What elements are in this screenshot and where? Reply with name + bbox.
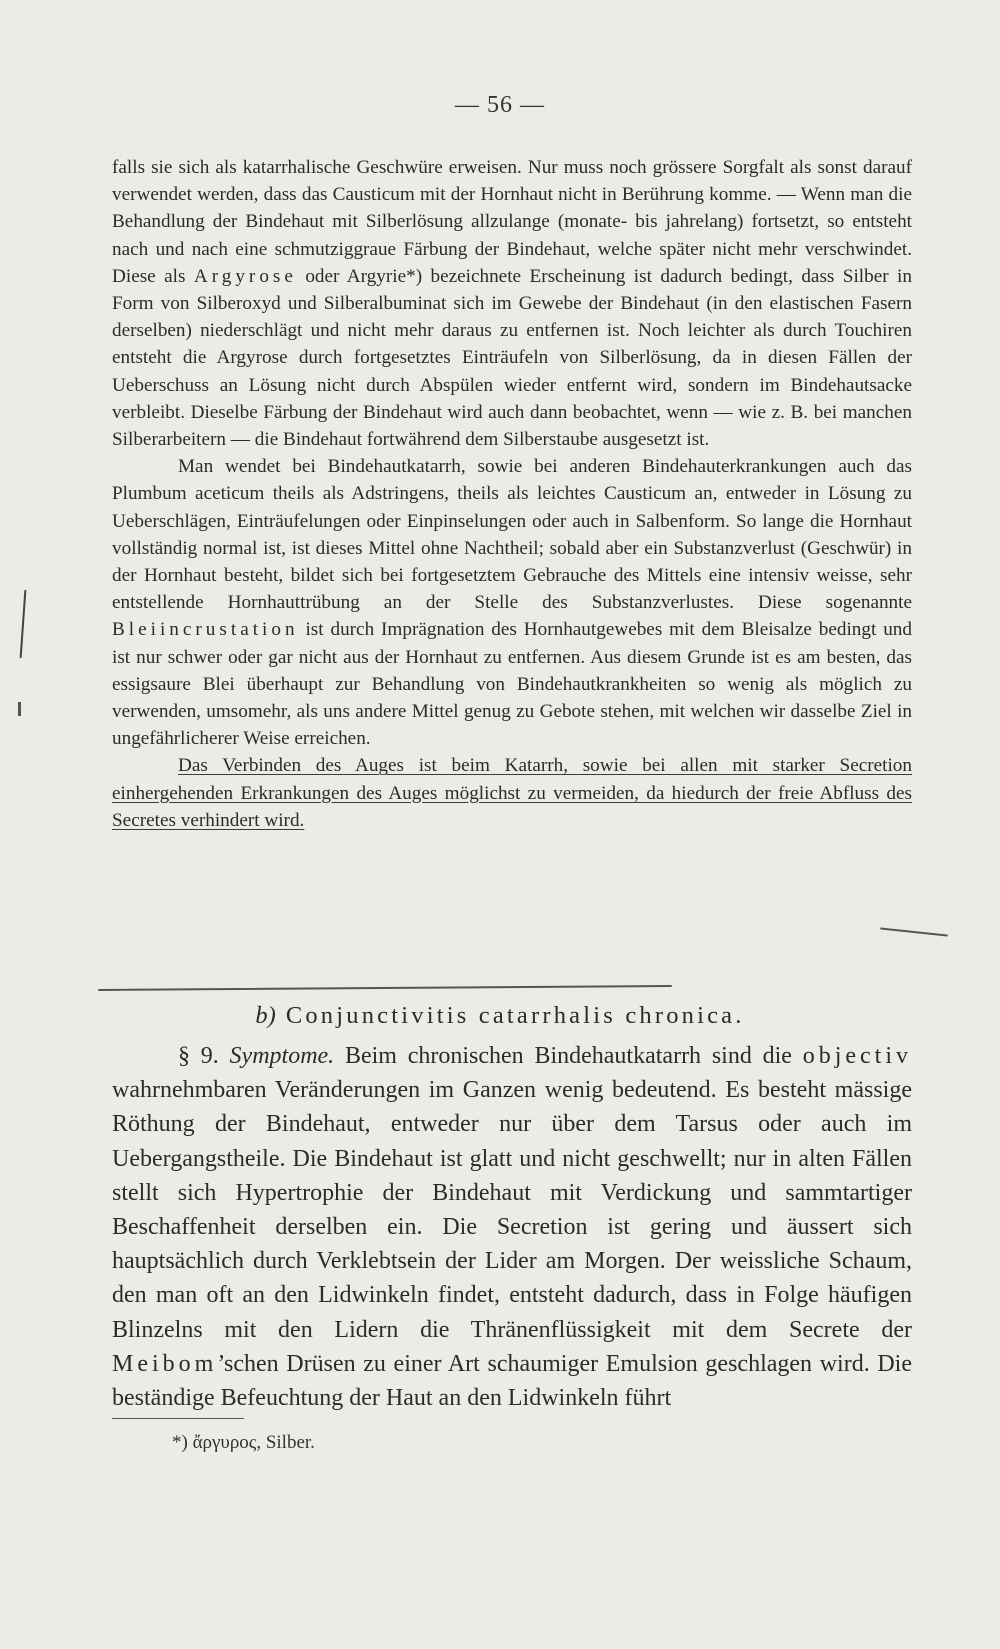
page-number: — 56 — bbox=[455, 92, 545, 118]
text-run: Man wendet bei Bindehautkatarrh, sowie bei anderen Bindehauterkrankungen auch das Plumbum aceticum theils als Adstringens, theils als leichtes Causticum an, entweder in Lösung zu Ueberschlägen, Einträufelungen oder Einpinselungen oder auch in Salbenform. So lange die Hornhaut vollständig normal ist, ist dieses Mittel ohne Nachtheil; sobald aber ein Substanzverlust (Geschwür) in der Hornhaut besteht, bildet sich bei fortgesetztem Gebrauche des Mittels eine intensiv weisse, sehr entstellende Hornhauttrübung an der Stelle des Substanzverlustes. Diese sogenannte bbox=[112, 456, 912, 614]
section-heading bbox=[0, 1002, 1000, 1030]
paragraph-symptome bbox=[112, 1039, 912, 1415]
paragraph-plumbum bbox=[112, 453, 912, 752]
spaced-term-meibom: Meibom bbox=[112, 1350, 218, 1377]
margin-pencil-dot bbox=[18, 702, 21, 716]
text-run: ist durch Imprägnation des Hornhautgewebes mit dem Bleisalze bedingt und ist nur schwer oder gar nicht aus der Hornhaut zu entfernen. Aus diesem Grunde ist es am besten, das essigsaure Blei überhaupt zur Behandlung von Bindehautkrankheiten so wenig als möglich zu verwenden, umsomehr, als uns andere Mittel genug zu Gebote stehen, mit welchen wir dasselbe Ziel in ungefährlicherer Weise erreichen. bbox=[112, 619, 912, 750]
paragraph-argyrose bbox=[112, 154, 912, 453]
spaced-term-objectiv: objectiv bbox=[802, 1043, 913, 1069]
small-text-body bbox=[112, 154, 912, 834]
text-run: Beim chronischen Bindehautkatarrh sind die bbox=[334, 1043, 803, 1069]
text-run: wahrnehmbaren Veränderungen im Ganzen wenig bedeutend. Es besteht mässige Röthung der Bindehaut, entweder nur über dem Tarsus oder auch im Uebergangstheile. Die Bindehaut ist glatt und nicht geschwellt; nur in alten Fällen stellt sich Hypertrophie der Bindehaut mit Verdickung und sammtartiger Beschaffenheit derselben ein. Die Secretion ist gering und äussert sich hauptsächlich durch Verklebtsein der Lider am Morgen. Der weissliche Schaum, den man oft an den Lidwinkeln findet, entsteht dadurch, dass in Folge häufigen Blinzelns mit den Lidern die Thränenflüssigkeit mit dem Secrete der bbox=[112, 1077, 912, 1343]
section-number: § 9. bbox=[178, 1043, 230, 1069]
large-text-body bbox=[112, 1039, 912, 1415]
text-run: ’schen Drüsen zu einer Art schaumiger Emulsion geschlagen wird. Die beständige Befeuchtung der Haut an den Lidwinkeln führt bbox=[112, 1350, 912, 1412]
footnote-divider bbox=[112, 1418, 244, 1419]
spaced-term-bleiincrustation: Bleiincrustation bbox=[112, 619, 299, 641]
italic-term-symptome: Symptome. bbox=[229, 1043, 335, 1069]
margin-pencil-mark bbox=[20, 590, 27, 658]
text-run: falls sie sich als katarrhalische Geschwüre erweisen. Nur muss noch grössere Sorgfalt als sonst darauf verwendet werden, dass das Causticum mit der Hornhaut nicht in Berührung komme. — Wenn man die Behandlung der Bindehaut mit Silberlösung allzulange (monate- bis jahrelang) fortsetzt, so entsteht nach und nach eine schmutziggraue Färbung der Bindehaut, welche später nicht mehr verschwindet. Diese als bbox=[112, 157, 912, 287]
text-run: Das Verbinden des Auges ist beim Katarrh, sowie bei allen mit starker Secretion einhergehenden Erkrankungen des Auges möglichst zu vermeiden, da hiedurch der freie Abfluss des Secretes verhindert wird. bbox=[112, 755, 912, 831]
pencil-underline-stroke bbox=[98, 985, 672, 991]
section-title: Conjunctivitis catarrhalis chronica. bbox=[285, 1002, 745, 1029]
text-run: oder Argyrie*) bezeichnete Erscheinung ist dadurch bedingt, dass Silber in Form von Silberoxyd und Silberalbuminat sich im Gewebe der Bindehaut (in den elastischen Fasern derselben) niederschlägt und nicht mehr daraus zu entfernen ist. Noch leichter als durch Touchiren entsteht die Argyrose durch fortgesetztes Einträufeln von Silberlösung, da in diesen Fällen der Ueberschuss an Lösung nicht durch Abspülen wieder entfernt wird, sondern im Bindehautsacke verbleibt. Dieselbe Färbung der Bindehaut wird auch dann beobachtet, wenn — wie z. B. bei manchen Silberarbeitern — die Bindehaut fortwährend dem Silberstaube ausgesetzt ist. bbox=[112, 265, 912, 451]
spaced-term-argyrose: Argyrose bbox=[193, 265, 297, 287]
pencil-underline-tail bbox=[880, 927, 948, 936]
paragraph-verbinden-underlined bbox=[112, 752, 912, 834]
section-label: b) bbox=[255, 1002, 276, 1029]
footnote: *) ἄργυρος, Silber. bbox=[172, 1432, 315, 1453]
